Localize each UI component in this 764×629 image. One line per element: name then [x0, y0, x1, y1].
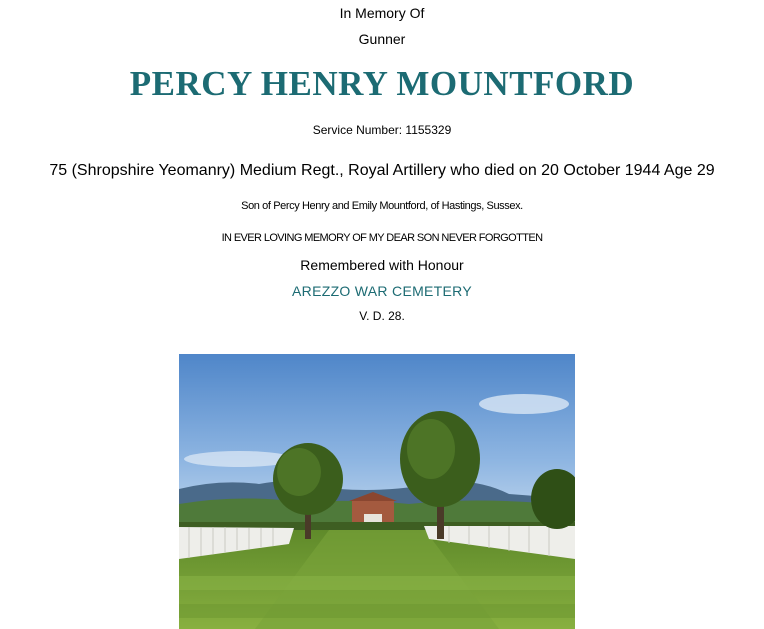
service-number: Service Number: 1155329 [312, 123, 452, 137]
headstone-inscription: IN EVER LOVING MEMORY OF MY DEAR SON NEVER FORGOTTEN [221, 232, 543, 244]
tree-right-highlight [407, 419, 455, 479]
cloud [479, 394, 569, 414]
in-memory-heading: In Memory Of [339, 5, 425, 21]
cemetery-name: AREZZO WAR CEMETERY [292, 283, 472, 299]
parents-info: Son of Percy Henry and Emily Mountford, of Hastings, Sussex. [241, 200, 523, 212]
lawn-stripe [179, 604, 575, 618]
unit-death-details: 75 (Shropshire Yeomanry) Medium Regt., Royal Artillery who died on 20 October 1944 Age 29 [49, 162, 715, 179]
remembered-with-honour: Remembered with Honour [300, 257, 464, 273]
lawn-stripe [179, 576, 575, 590]
tree-left-highlight [277, 448, 321, 496]
cemetery-photo [179, 354, 575, 629]
grave-reference: V. D. 28. [359, 309, 405, 323]
soldier-name-title: PERCY HENRY MOUNTFORD [129, 64, 635, 103]
rank-label: Gunner [358, 31, 406, 47]
